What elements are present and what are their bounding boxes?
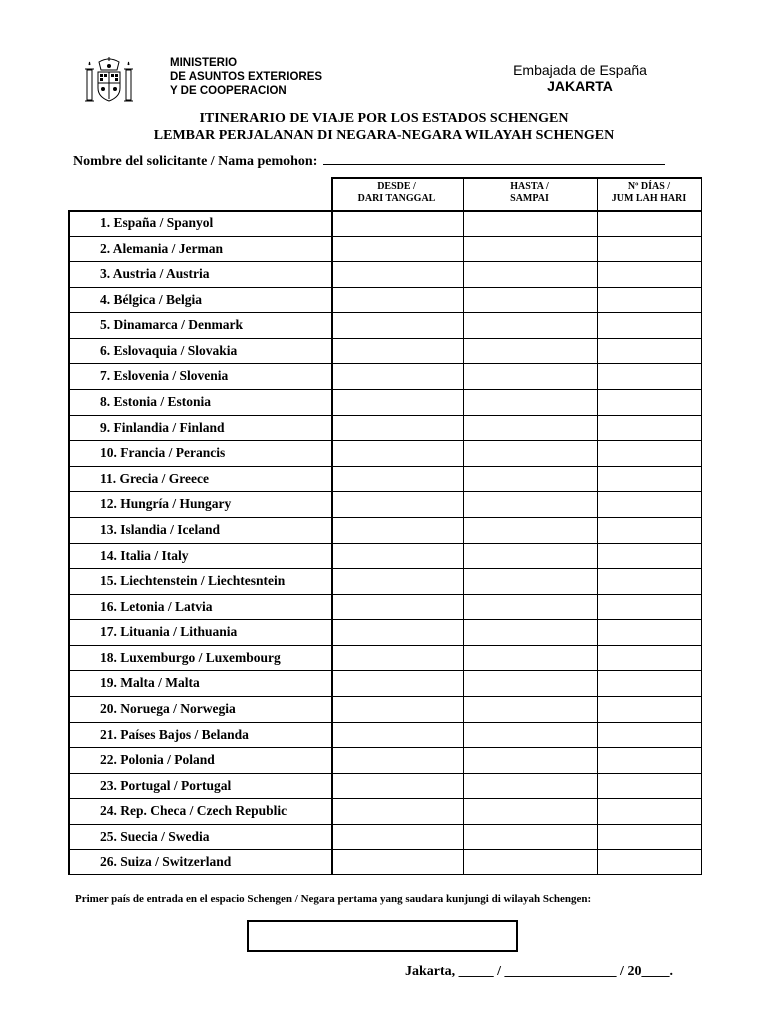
coat-of-arms-icon [84,56,134,104]
applicant-name-row [73,152,665,170]
title-indonesian: LEMBAR PERJALANAN DI NEGARA-NEGARA WILAYAH SCHENGEN [153,128,615,143]
applicant-separator: : [312,154,318,169]
table-divider [331,177,333,875]
column-header-line: DARI TANGGAL [357,193,436,204]
column-header-line: SAMPAI [510,193,549,204]
column-header-line: DESDE / [377,181,416,192]
column-header-days [597,181,701,205]
table-divider [463,177,464,875]
ministry-line: Y DE COOPERACION [170,85,287,97]
country-row-label: 4. Bélgica / Belgia [100,291,202,307]
column-header-line: Nº DÍAS / [627,181,671,192]
embassy-block [470,62,690,94]
country-row-label: 21. Países Bajos / Belanda [100,726,249,742]
table-border [331,177,702,179]
country-row-label: 14. Italia / Italy [100,547,189,563]
country-row-label: 7. Eslovenia / Slovenia [100,368,229,384]
title-spanish: ITINERARIO DE VIAJE POR LOS ESTADOS SCHENGEN [199,111,569,126]
country-row-label: 1. España / Spanyol [100,215,214,230]
ministry-name [170,56,322,98]
country-row-label: 6. Eslovaquia / Slovakia [100,342,238,358]
country-row-label: 5. Dinamarca / Denmark [100,317,243,333]
country-row-label: 9. Finlandia / Finland [100,419,225,435]
country-row-label: 10. Francia / Perancis [100,445,226,461]
country-row-label: 3. Austria / Austria [100,266,210,282]
country-row-label: 24. Rep. Checa / Czech Republic [100,803,288,819]
country-row-label: 2. Alemania / Jerman [100,240,223,256]
column-header-from [331,181,462,205]
country-row-label: 19. Malta / Malta [100,675,200,691]
embassy-city: JAKARTA [547,78,613,94]
place-date-line: Jakarta, _____ / ________________ / 20____. [405,964,673,979]
applicant-name-field[interactable] [323,152,665,165]
ministry-line: MINISTERIO [170,57,238,69]
column-header-to [463,181,596,205]
first-entry-field[interactable] [247,920,518,952]
table-border [701,177,703,875]
country-row-label: 17. Lituania / Lithuania [100,624,238,640]
country-row-label: 8. Estonia / Estonia [100,394,212,410]
country-row-label: 13. Islandia / Iceland [100,521,221,537]
country-row-label: 23. Portugal / Portugal [100,777,232,793]
ministry-line: DE ASUNTOS EXTERIORES [170,71,323,83]
country-row-label: 18. Luxemburgo / Luxembourg [100,649,281,665]
country-row-label: 25. Suecia / Swedia [100,828,210,844]
country-row-label: 11. Grecia / Greece [100,470,209,486]
first-entry-label: Primer país de entrada en el espacio Schengen / Negara pertama yang saudara kunjungi di wilayah Schengen: [75,893,592,905]
page-title [0,110,768,144]
country-row-label: 15. Liechtenstein / Liechtesntein [100,573,286,589]
country-row-label: 16. Letonia / Latvia [100,598,213,614]
country-row-label: 22. Polonia / Poland [100,752,215,768]
column-header-line: JUM LAH HARI [611,193,687,204]
column-header-line: HASTA / [510,181,549,192]
country-row-label: 26. Suiza / Switzerland [100,854,232,870]
country-row-label: 12. Hungría / Hungary [100,496,232,512]
applicant-label: Nombre del solicitante / Nama pemohon [73,154,313,169]
table-divider [597,177,598,875]
embassy-name: Embajada de España [513,62,647,78]
country-row-label: 20. Noruega / Norwegia [100,700,236,716]
